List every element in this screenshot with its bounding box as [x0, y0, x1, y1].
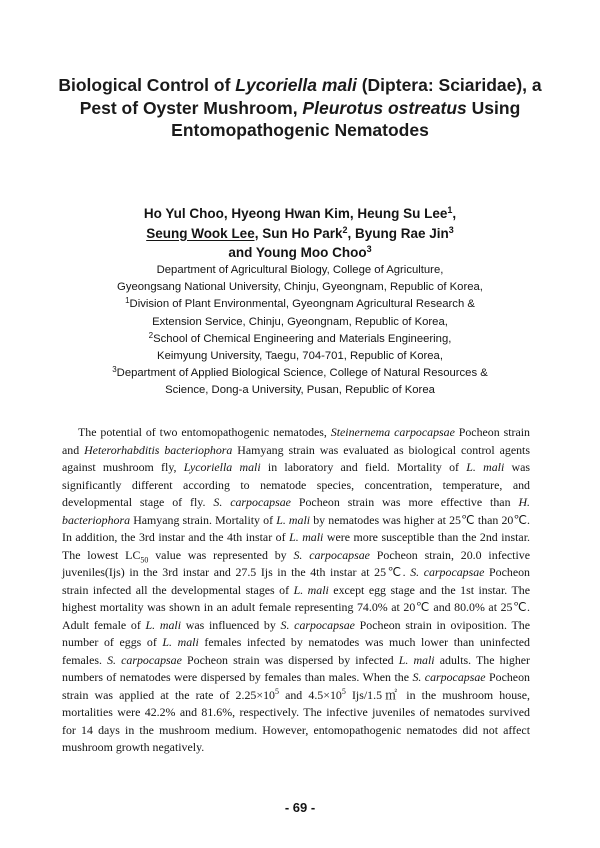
- affiliation-list: [40, 262, 560, 400]
- species-name: L. mali: [145, 617, 182, 632]
- species-name: H. bacteriophora: [62, 495, 530, 527]
- affiliation-line: [40, 296, 560, 313]
- abstract-text: The potential of two entomopathogenic nematodes,: [78, 425, 331, 439]
- title-species-name: Lycoriella mali: [235, 75, 357, 95]
- species-name: S. carpocapsae: [293, 547, 370, 562]
- abstract-paragraph: [62, 424, 530, 757]
- species-name: L. mali: [162, 635, 199, 649]
- title-species-name: Pleurotus ostreatus: [302, 97, 467, 118]
- species-name: S. carpocapsae: [412, 670, 486, 684]
- affiliation-line: Extension Service, Chinju, Gyeongnam, Republic of Korea,: [152, 315, 448, 328]
- author-separator: ,: [452, 206, 457, 221]
- affiliation-marker: 2: [148, 330, 154, 340]
- species-name: L. mali: [276, 512, 311, 527]
- affiliation-text: Division of Plant Environmental, Gyeongnam Agricultural Research &: [129, 298, 475, 311]
- abstract-text: were more susceptible than the 2nd instar. The lowest LC: [62, 530, 530, 562]
- affiliation-line: Department of Agricultural Biology, College of Agriculture,: [156, 264, 444, 276]
- species-name: Steinernema carpocapsae: [330, 425, 455, 439]
- affiliation-line: Keimyung University, Taegu, 704-701, Republic of Korea,: [157, 350, 443, 363]
- title-text: Using Entomopathogenic Nematodes: [171, 97, 521, 140]
- species-name: S. carpocapsae: [280, 617, 355, 632]
- species-name: L. mali: [289, 530, 324, 544]
- author-names: and Young Moo Choo: [228, 245, 367, 260]
- species-name: S. carpocapsae: [107, 652, 182, 667]
- corresponding-author: Seung Wook Lee,: [146, 225, 259, 241]
- species-name: Lycoriella mali: [183, 460, 261, 474]
- abstract-text: was influenced by: [181, 617, 281, 632]
- affiliation-marker: 3: [366, 244, 372, 254]
- abstract-text: Hamyang strain. Mortality of: [130, 512, 277, 527]
- abstract-text: Pocheon strain and: [62, 425, 530, 457]
- author-names: , Byung Rae Jin: [347, 225, 449, 241]
- abstract-text: females infected by nematodes was much lower than uninfected females.: [62, 635, 530, 667]
- author-names: Ho Yul Choo, Hyeong Hwan Kim, Heung Su Lee: [143, 206, 448, 221]
- affiliation-text: School of Chemical Engineering and Materials Engineering,: [153, 332, 452, 345]
- abstract-text: Hamyang strain was evaluated as biological control agents against mushroom fly,: [62, 442, 530, 474]
- affiliation-marker: 2: [342, 224, 348, 235]
- abstract-text: Pocheon strain was more effective than: [290, 495, 519, 509]
- affiliation-marker: 1: [125, 296, 130, 306]
- affiliation-marker: 3: [112, 365, 117, 375]
- abstract-text: Pocheon strain was dispersed by infected: [181, 652, 399, 667]
- affiliation-text: Department of Applied Biological Science, College of Natural Resources &: [116, 367, 488, 380]
- abstract-text: Pocheon strain, 20.0 infective juveniles(Ijs) in the 3rd instar and 27.5 Ijs in the 4th instar at 25℃.: [62, 547, 531, 579]
- abstract-text: Pocheon strain in oviposition. The number of eggs of: [62, 617, 530, 649]
- abstract-text: Ijs/1.5㎡ in the mushroom house, mortalities were 42.2% and 81.6%, respectively. The infective juveniles of nematodes survived for 14 days in the mushroom medium. However, entomopathogenic nematodes did not affect mushroom growth negatively.: [62, 687, 531, 754]
- abstract-text: was significantly different according to nematode species, concentration, temperature, and developmental stage of fly.: [62, 460, 531, 509]
- abstract-text: 5: [341, 686, 346, 696]
- affiliation-line: [40, 365, 560, 382]
- affiliation-marker: 1: [447, 205, 453, 215]
- author-names: Sun Ho Park: [258, 225, 343, 241]
- affiliation-line: Gyeongsang National University, Chinju, Gyeongnam, Republic of Korea,: [117, 281, 483, 294]
- affiliation-line: [40, 331, 560, 348]
- species-name: Heterorhabditis bacteriophora: [84, 442, 233, 457]
- title-text: Biological Control of: [58, 75, 236, 95]
- affiliation-marker: 3: [448, 224, 454, 235]
- page-number: - 69 -: [284, 800, 316, 815]
- species-name: L. mali: [293, 582, 329, 597]
- species-name: L. mali: [466, 460, 505, 474]
- abstract-text: Pocheon strain infected all the developmental stages of: [62, 565, 530, 597]
- author-list: [40, 204, 560, 263]
- abstract-text: adults. The higher numbers of nematodes were dispersed by females than males. When the: [62, 652, 530, 684]
- abstract-text: Pocheon strain was applied at the rate of 2.25×10: [62, 670, 530, 702]
- abstract-text: and 4.5×10: [278, 687, 342, 702]
- abstract-text: value was represented by: [148, 547, 294, 562]
- affiliation-line: Science, Dong-a University, Pusan, Republic of Korea: [165, 384, 435, 397]
- abstract-text: 5: [274, 686, 279, 696]
- paper-title: [40, 74, 560, 142]
- abstract-text: 50: [140, 554, 149, 564]
- abstract-text: in laboratory and field. Mortality of: [260, 460, 467, 474]
- title-text: (Diptera: Sciaridae), a Pest of Oyster Mushroom,: [79, 75, 542, 118]
- species-name: S. carpocapsae: [410, 565, 485, 579]
- abstract-text: except egg stage and the 1st instar. The highest mortality was shown in an adult female representing 74.0% at 20℃ and 80.0% at 25℃. Adult female of: [62, 582, 531, 632]
- abstract-text: by nematodes was higher at 25℃ than 20℃. In addition, the 3rd instar and the 4th instar of: [62, 512, 531, 544]
- species-name: L. mali: [398, 652, 435, 667]
- species-name: S. carpocapsae: [213, 495, 291, 509]
